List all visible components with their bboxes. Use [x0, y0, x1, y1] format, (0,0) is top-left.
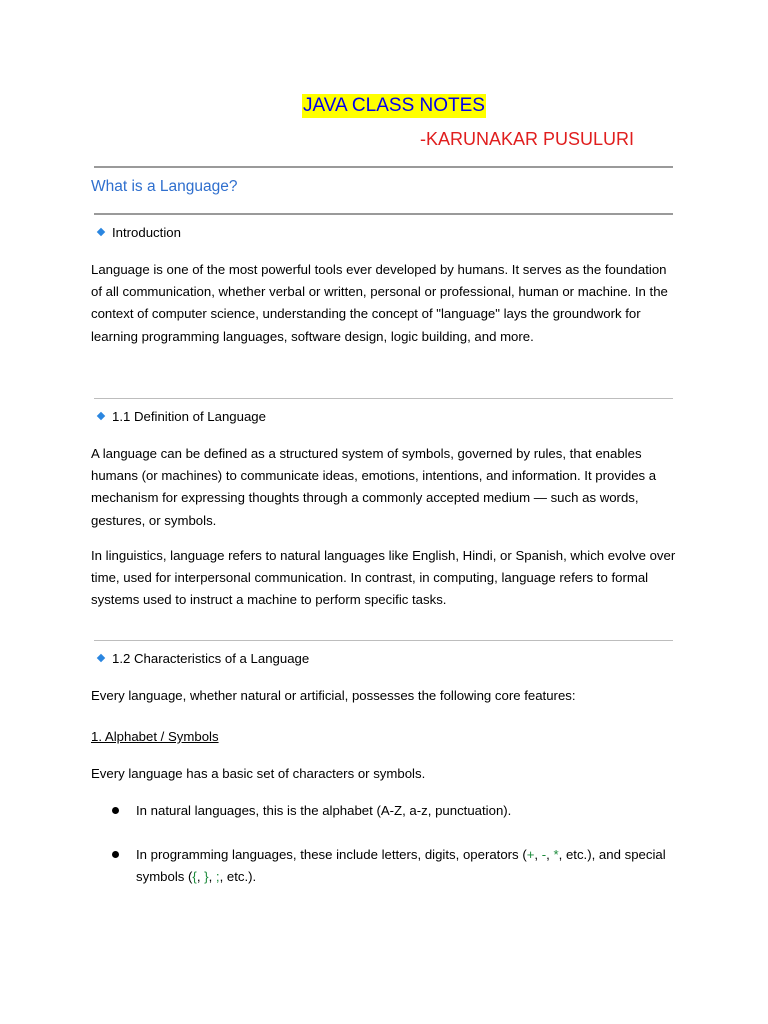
symbol-semicolon: ;: [215, 869, 220, 884]
bullet-dot-icon: [112, 807, 119, 814]
characteristics-bullet-heading: [98, 650, 309, 668]
alphabet-intro: Every language has a basic set of characters or symbols.: [91, 766, 426, 781]
divider-heading: [94, 213, 673, 215]
diamond-bullet-icon: [97, 228, 105, 236]
definition-paragraph-2: In linguistics, language refers to natural languages like English, Hindi, or Spanish, which evolve over time, used for interpersonal communication. In contrast, in computing, language refers to formal systems used to instruct a machine to perform specific tasks.: [91, 548, 676, 608]
characteristics-intro: Every language, whether natural or artificial, possesses the following core features:: [91, 688, 576, 703]
list-item-natural: [112, 800, 672, 822]
operator-minus: -: [541, 847, 547, 862]
operator-multiply: *: [553, 847, 559, 862]
diamond-bullet-icon: [97, 412, 105, 420]
operator-plus: +: [526, 847, 535, 862]
list-item-programming: [112, 844, 672, 888]
symbol-open-brace: {: [192, 869, 197, 884]
divider-definition: [94, 398, 673, 399]
list-item-programming-text: In programming languages, these include letters, digits, operators (+, -, *, etc.), and special symbols ({, }, ;, etc.).: [136, 847, 666, 884]
intro-paragraph: Language is one of the most powerful tools ever developed by humans. It serves as the foundation of all communication, whether verbal or written, personal or professional, human or machine. In the context of computer science, understanding the concept of "language" lays the groundwork for learning programming languages, software design, logic building, and more.: [91, 262, 668, 344]
divider-characteristics: [94, 640, 673, 641]
bullet-dot-icon: [112, 851, 119, 858]
definition-label: 1.1 Definition of Language: [112, 409, 266, 424]
list-item-natural-text: In natural languages, this is the alphabet (A-Z, a-z, punctuation).: [136, 803, 512, 818]
alphabet-subheading: 1. Alphabet / Symbols: [91, 729, 219, 744]
symbol-close-brace: }: [204, 869, 209, 884]
document-title: JAVA CLASS NOTES: [303, 95, 485, 116]
intro-bullet-heading: [98, 224, 181, 242]
definition-paragraph-1: A language can be defined as a structured system of symbols, governed by rules, that enables humans (or machines) to communicate ideas, emotions, intentions, and information. It provides a mechanism for expressing thoughts through a commonly accepted medium — such as words, gestures, or symbols.: [91, 446, 657, 528]
definition-bullet-heading: [98, 408, 266, 426]
section-heading: What is a Language?: [91, 178, 238, 195]
author-name: -KARUNAKAR PUSULURI: [420, 129, 635, 149]
divider-top: [94, 166, 673, 168]
characteristics-label: 1.2 Characteristics of a Language: [112, 651, 310, 666]
intro-label: Introduction: [112, 225, 181, 240]
diamond-bullet-icon: [97, 654, 105, 662]
